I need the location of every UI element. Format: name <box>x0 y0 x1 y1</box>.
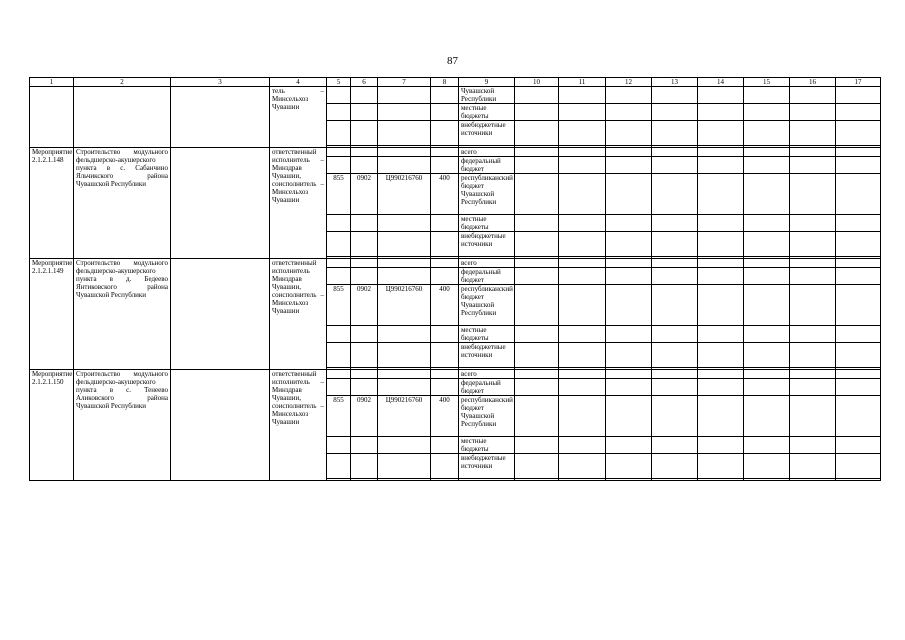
value-cell <box>652 259 698 268</box>
value-cell <box>606 326 652 343</box>
col-header: 8 <box>431 78 459 87</box>
value-cell <box>790 285 836 326</box>
value-cell <box>652 379 698 396</box>
grbs-cell: 855 <box>327 396 351 437</box>
value-cell <box>836 259 881 268</box>
value-cell <box>698 285 744 326</box>
value-cell <box>790 104 836 121</box>
executor-cell: ответственный исполнитель Минздрав Чувашии, соисполнитель – Минсельхоз Чувашии <box>270 259 327 370</box>
value-cell <box>559 104 606 121</box>
value-cell <box>836 157 881 174</box>
code-cell <box>431 479 459 481</box>
value-cell <box>606 174 652 215</box>
code-cell <box>351 259 378 268</box>
value-cell <box>559 370 606 379</box>
code-cell <box>378 437 431 454</box>
value-cell <box>652 285 698 326</box>
value-cell <box>606 259 652 268</box>
value-cell <box>606 437 652 454</box>
code-cell <box>351 148 378 157</box>
value-cell <box>652 454 698 479</box>
column-numbers-row <box>30 78 881 87</box>
vr-cell: 400 <box>431 396 459 437</box>
vr-cell: 400 <box>431 285 459 326</box>
col-header: 11 <box>559 78 606 87</box>
value-cell <box>559 379 606 396</box>
value-cell <box>836 437 881 454</box>
code-cell <box>378 157 431 174</box>
source-cell: всего <box>459 148 515 157</box>
code-cell <box>351 157 378 174</box>
value-cell <box>606 104 652 121</box>
value-cell <box>698 174 744 215</box>
value-cell <box>515 148 559 157</box>
value-cell <box>744 285 790 326</box>
source-cell: федеральный бюджет <box>459 157 515 174</box>
executor-cell: ответственный исполнитель – Минздрав Чувашии, соисполнитель – Минсельхоз Чувашии <box>270 370 327 481</box>
value-cell <box>515 215 559 232</box>
code-cell <box>351 454 378 479</box>
code-cell <box>351 379 378 396</box>
value-cell <box>744 121 790 146</box>
value-cell <box>606 157 652 174</box>
measure-code: Мероприятие 2.1.2.1.150 <box>30 370 74 481</box>
col-header: 10 <box>515 78 559 87</box>
value-cell <box>836 148 881 157</box>
code-cell <box>431 379 459 396</box>
measure-code: Мероприятие 2.1.2.1.149 <box>30 259 74 370</box>
code-cell <box>378 259 431 268</box>
value-cell <box>744 437 790 454</box>
value-cell <box>559 157 606 174</box>
name-cell <box>74 87 171 148</box>
value-cell <box>744 104 790 121</box>
value-cell <box>515 343 559 368</box>
code-cell <box>327 268 351 285</box>
grbs-cell: 855 <box>327 174 351 215</box>
value-cell <box>698 259 744 268</box>
value-cell <box>652 215 698 232</box>
value-cell <box>606 268 652 285</box>
value-cell <box>698 454 744 479</box>
col-header: 16 <box>790 78 836 87</box>
col-header: 12 <box>606 78 652 87</box>
value-cell <box>559 148 606 157</box>
value-cell <box>790 87 836 104</box>
value-cell <box>836 215 881 232</box>
col-header: 1 <box>30 78 74 87</box>
value-cell <box>559 326 606 343</box>
value-cell <box>515 454 559 479</box>
value-cell <box>515 268 559 285</box>
col-header: 15 <box>744 78 790 87</box>
source-cell: республиканский бюджет Чувашской Республики <box>459 174 515 215</box>
source-cell: внебюджетные источники <box>459 454 515 479</box>
empty-cell <box>171 87 270 148</box>
value-cell <box>652 370 698 379</box>
value-cell <box>559 479 606 481</box>
col-header: 5 <box>327 78 351 87</box>
code-cell <box>378 87 431 104</box>
value-cell <box>652 479 698 481</box>
value-cell <box>836 479 881 481</box>
value-cell <box>652 121 698 146</box>
value-cell <box>744 454 790 479</box>
value-cell <box>698 379 744 396</box>
value-cell <box>652 148 698 157</box>
value-cell <box>515 379 559 396</box>
value-cell <box>790 121 836 146</box>
value-cell <box>744 326 790 343</box>
value-cell <box>698 148 744 157</box>
code-cell <box>30 87 74 148</box>
code-cell <box>378 104 431 121</box>
value-cell <box>515 326 559 343</box>
code-cell <box>327 87 351 104</box>
value-cell <box>790 379 836 396</box>
value-cell <box>606 379 652 396</box>
code-cell <box>431 268 459 285</box>
value-cell <box>652 174 698 215</box>
value-cell <box>606 396 652 437</box>
code-cell <box>351 268 378 285</box>
value-cell <box>652 232 698 257</box>
value-cell <box>790 268 836 285</box>
value-cell <box>790 326 836 343</box>
value-cell <box>652 268 698 285</box>
code-cell <box>327 379 351 396</box>
rzpr-cell: 0902 <box>351 396 378 437</box>
value-cell <box>652 343 698 368</box>
value-cell <box>606 232 652 257</box>
code-cell <box>351 121 378 146</box>
value-cell <box>606 215 652 232</box>
value-cell <box>559 285 606 326</box>
value-cell <box>606 87 652 104</box>
value-cell <box>606 370 652 379</box>
value-cell <box>559 121 606 146</box>
value-cell <box>790 259 836 268</box>
measure-name: Строительство модульного фельдшерско-акушерского пункта в с. Тенеево Аликовского района Чувашской Республики <box>74 370 171 481</box>
code-cell <box>327 370 351 379</box>
code-cell <box>431 232 459 257</box>
source-cell: Чувашской Республики <box>459 87 515 104</box>
value-cell <box>744 259 790 268</box>
value-cell <box>652 104 698 121</box>
value-cell <box>606 121 652 146</box>
code-cell <box>431 215 459 232</box>
value-cell <box>744 343 790 368</box>
value-cell <box>744 174 790 215</box>
code-cell <box>327 479 351 481</box>
source-cell: республиканский бюджет Чувашской Республики <box>459 396 515 437</box>
code-cell <box>351 232 378 257</box>
value-cell <box>698 326 744 343</box>
value-cell <box>836 104 881 121</box>
code-cell <box>327 148 351 157</box>
code-cell <box>431 454 459 479</box>
value-cell <box>836 174 881 215</box>
value-cell <box>515 157 559 174</box>
value-cell <box>606 343 652 368</box>
code-cell <box>351 437 378 454</box>
code-cell <box>431 87 459 104</box>
code-cell <box>378 326 431 343</box>
value-cell <box>790 174 836 215</box>
value-cell <box>790 157 836 174</box>
code-cell <box>378 268 431 285</box>
value-cell <box>698 157 744 174</box>
code-cell <box>378 215 431 232</box>
value-cell <box>744 379 790 396</box>
code-cell <box>327 437 351 454</box>
value-cell <box>744 87 790 104</box>
value-cell <box>744 370 790 379</box>
value-cell <box>836 396 881 437</box>
value-cell <box>559 259 606 268</box>
code-cell <box>327 232 351 257</box>
value-cell <box>606 148 652 157</box>
value-cell <box>515 174 559 215</box>
source-cell: местные бюджеты <box>459 437 515 454</box>
page-number: 87 <box>447 55 458 67</box>
csr-cell: Ц990216760 <box>378 396 431 437</box>
source-cell: местные бюджеты <box>459 215 515 232</box>
source-cell <box>459 479 515 481</box>
value-cell <box>698 479 744 481</box>
code-cell <box>327 343 351 368</box>
code-cell <box>351 479 378 481</box>
code-cell <box>431 157 459 174</box>
table-row <box>30 370 881 379</box>
value-cell <box>698 370 744 379</box>
value-cell <box>559 87 606 104</box>
code-cell <box>378 148 431 157</box>
value-cell <box>559 215 606 232</box>
value-cell <box>515 396 559 437</box>
code-cell <box>327 157 351 174</box>
value-cell <box>698 396 744 437</box>
col-header: 3 <box>171 78 270 87</box>
value-cell <box>836 379 881 396</box>
code-cell <box>431 259 459 268</box>
csr-cell: Ц990216760 <box>378 285 431 326</box>
code-cell <box>431 343 459 368</box>
value-cell <box>652 396 698 437</box>
measure-code: Мероприятие 2.1.2.1.148 <box>30 148 74 259</box>
source-cell: всего <box>459 259 515 268</box>
value-cell <box>698 121 744 146</box>
value-cell <box>698 232 744 257</box>
executor-cell: тель – Минсельхоз Чувашии <box>270 87 327 148</box>
value-cell <box>790 454 836 479</box>
value-cell <box>559 437 606 454</box>
col-header: 13 <box>652 78 698 87</box>
source-cell: всего <box>459 370 515 379</box>
code-cell <box>351 370 378 379</box>
value-cell <box>515 232 559 257</box>
code-cell <box>378 454 431 479</box>
value-cell <box>836 454 881 479</box>
col-header: 17 <box>836 78 881 87</box>
table-row <box>30 148 881 157</box>
source-cell: внебюджетные источники <box>459 343 515 368</box>
value-cell <box>559 268 606 285</box>
value-cell <box>606 285 652 326</box>
rzpr-cell: 0902 <box>351 174 378 215</box>
code-cell <box>351 326 378 343</box>
value-cell <box>698 104 744 121</box>
code-cell <box>327 215 351 232</box>
value-cell <box>790 396 836 437</box>
code-cell <box>327 121 351 146</box>
value-cell <box>515 370 559 379</box>
value-cell <box>790 370 836 379</box>
program-table <box>29 77 881 481</box>
value-cell <box>559 396 606 437</box>
value-cell <box>559 174 606 215</box>
value-cell <box>744 148 790 157</box>
value-cell <box>744 232 790 257</box>
value-cell <box>836 87 881 104</box>
value-cell <box>836 343 881 368</box>
measure-name: Строительство модульного фельдшерско-акушерского пункта в с. Сабанчино Яльчикского района Чувашской Республики <box>74 148 171 259</box>
code-cell <box>431 104 459 121</box>
vr-cell: 400 <box>431 174 459 215</box>
value-cell <box>515 285 559 326</box>
col-header: 2 <box>74 78 171 87</box>
code-cell <box>431 326 459 343</box>
value-cell <box>836 232 881 257</box>
value-cell <box>606 454 652 479</box>
value-cell <box>559 343 606 368</box>
source-cell: местные бюджеты <box>459 326 515 343</box>
value-cell <box>515 104 559 121</box>
col-header: 4 <box>270 78 327 87</box>
value-cell <box>790 343 836 368</box>
executor-cell: ответственный исполнитель – Минздрав Чувашии, соисполнитель – Минсельхоз Чувашии <box>270 148 327 259</box>
code-cell <box>378 370 431 379</box>
code-cell <box>378 479 431 481</box>
value-cell <box>652 326 698 343</box>
value-cell <box>790 232 836 257</box>
code-cell <box>327 454 351 479</box>
value-cell <box>515 87 559 104</box>
value-cell <box>790 148 836 157</box>
col-header: 14 <box>698 78 744 87</box>
empty-cell <box>171 259 270 370</box>
value-cell <box>698 87 744 104</box>
value-cell <box>698 215 744 232</box>
source-cell: федеральный бюджет <box>459 268 515 285</box>
value-cell <box>744 268 790 285</box>
code-cell <box>351 343 378 368</box>
value-cell <box>836 326 881 343</box>
code-cell <box>327 259 351 268</box>
code-cell <box>431 121 459 146</box>
value-cell <box>652 157 698 174</box>
value-cell <box>698 437 744 454</box>
value-cell <box>698 268 744 285</box>
empty-cell <box>171 148 270 259</box>
rzpr-cell: 0902 <box>351 285 378 326</box>
value-cell <box>836 285 881 326</box>
code-cell <box>378 343 431 368</box>
code-cell <box>378 232 431 257</box>
value-cell <box>515 437 559 454</box>
value-cell <box>790 479 836 481</box>
code-cell <box>351 215 378 232</box>
source-cell: местные бюджеты <box>459 104 515 121</box>
code-cell <box>431 437 459 454</box>
value-cell <box>652 437 698 454</box>
value-cell <box>836 370 881 379</box>
code-cell <box>351 87 378 104</box>
value-cell <box>744 396 790 437</box>
source-cell: федеральный бюджет <box>459 379 515 396</box>
value-cell <box>559 454 606 479</box>
col-header: 7 <box>378 78 431 87</box>
code-cell <box>431 148 459 157</box>
source-cell: республиканский бюджет Чувашской Республики <box>459 285 515 326</box>
code-cell <box>351 104 378 121</box>
value-cell <box>606 479 652 481</box>
value-cell <box>836 268 881 285</box>
empty-cell <box>171 370 270 481</box>
value-cell <box>515 479 559 481</box>
code-cell <box>378 379 431 396</box>
table-row <box>30 259 881 268</box>
code-cell <box>378 121 431 146</box>
table-row <box>30 87 881 104</box>
code-cell <box>327 326 351 343</box>
value-cell <box>698 343 744 368</box>
col-header: 6 <box>351 78 378 87</box>
value-cell <box>559 232 606 257</box>
source-cell: внебюджетные источники <box>459 232 515 257</box>
value-cell <box>744 157 790 174</box>
value-cell <box>744 479 790 481</box>
value-cell <box>790 215 836 232</box>
csr-cell: Ц990216760 <box>378 174 431 215</box>
value-cell <box>515 121 559 146</box>
code-cell <box>431 370 459 379</box>
grbs-cell: 855 <box>327 285 351 326</box>
col-header: 9 <box>459 78 515 87</box>
source-cell: внебюджетные источники <box>459 121 515 146</box>
value-cell <box>836 121 881 146</box>
measure-name: Строительство модульного фельдшерско-акушерского пункта в д. Бедеево Янтиковского района Чувашской Республики <box>74 259 171 370</box>
value-cell <box>790 437 836 454</box>
value-cell <box>652 87 698 104</box>
code-cell <box>327 104 351 121</box>
value-cell <box>515 259 559 268</box>
value-cell <box>744 215 790 232</box>
